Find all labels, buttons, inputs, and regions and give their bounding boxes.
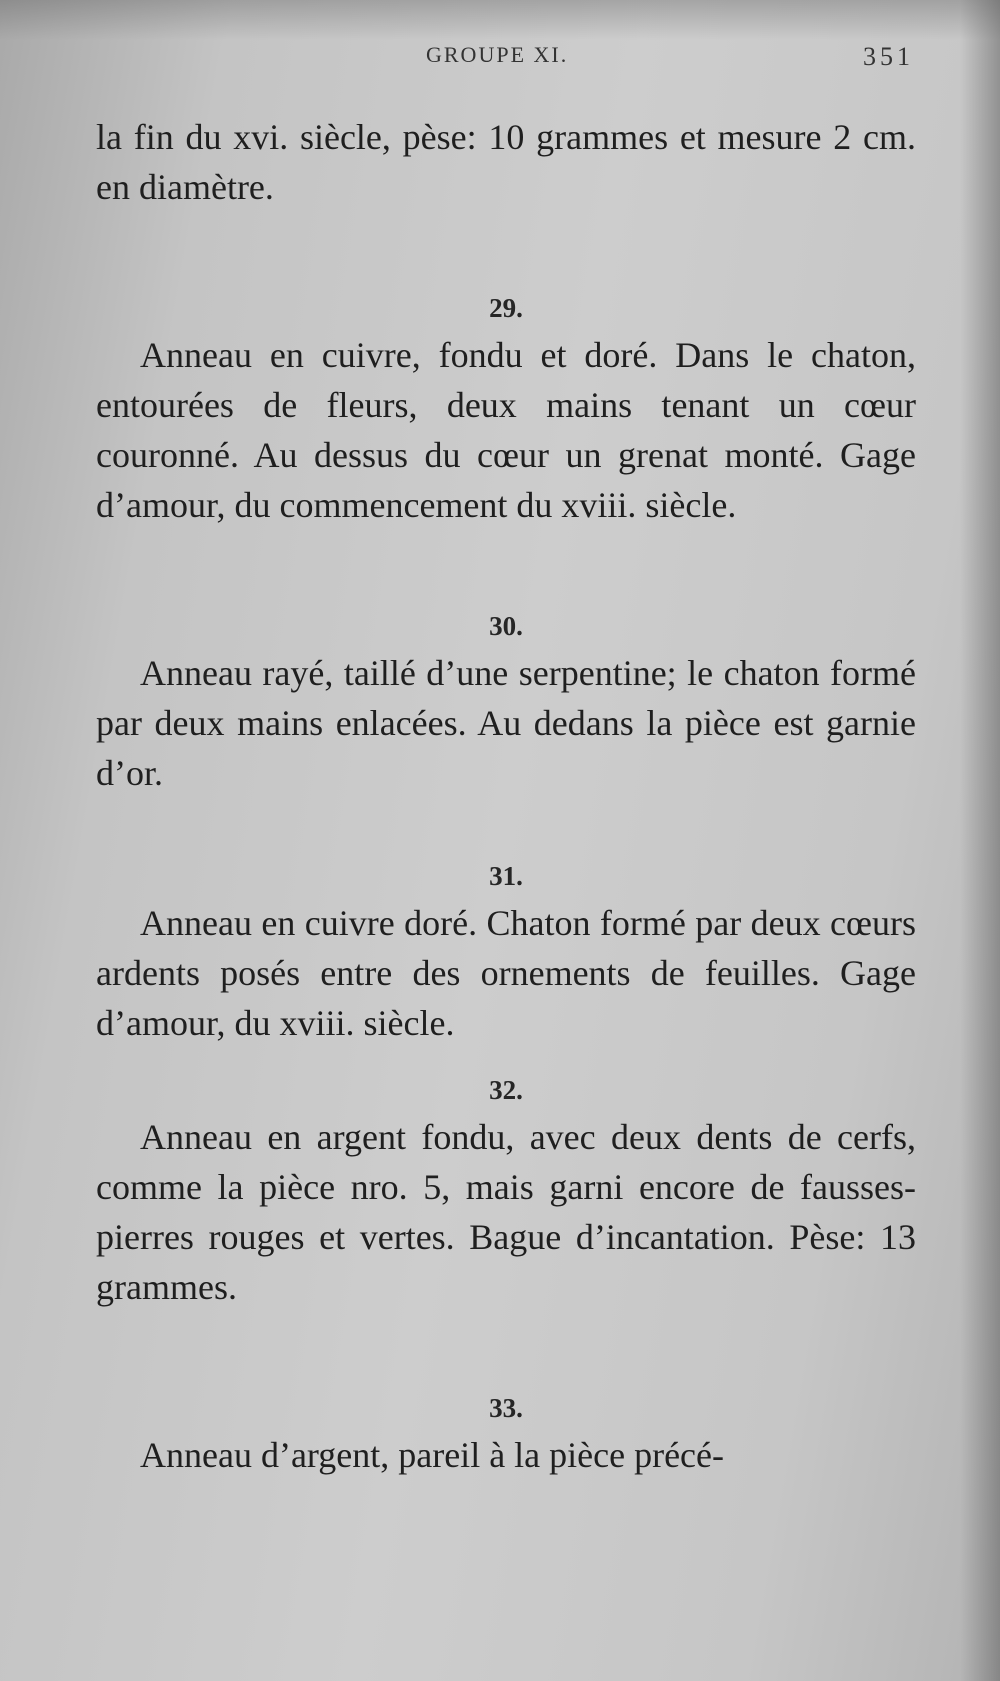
running-title: GROUPE XI. <box>426 42 569 67</box>
entry-text-31: Anneau en cuivre doré. Chaton formé par deux cœurs ardents posés entre des ornements de feuilles. Gage d’amour, du xviii. siècle. <box>96 903 916 1043</box>
entry-number-29: 29. <box>489 293 523 323</box>
entry-number-32: 32. <box>489 1075 523 1105</box>
entry-number-31: 31. <box>489 861 523 891</box>
entry-text-29: Anneau en cuivre, fondu et doré. Dans le chaton, entourées de fleurs, deux mains tenant un cœur couronné. Au dessus du cœur un grenat monté. Gage d’amour, du commencement du xviii. siècle. <box>96 335 916 525</box>
page-shadow-right <box>960 0 1000 1681</box>
entry-text-30: Anneau rayé, taillé d’une serpentine; le chaton formé par deux mains enlacées. Au dedans la pièce est garnie d’or. <box>96 653 916 793</box>
entry-number-33: 33. <box>489 1393 523 1423</box>
entry-text-33: Anneau d’argent, pareil à la pièce précé- <box>140 1435 724 1475</box>
continuation-paragraph: la fin du xvi. siècle, pèse: 10 grammes et mesure 2 cm. en diamètre. <box>96 117 916 207</box>
entry-text-32: Anneau en argent fondu, avec deux dents de cerfs, comme la pièce nro. 5, mais garni encore de fausses-pierres rouges et vertes. Bague d’incantation. Pèse: 13 grammes. <box>96 1117 916 1307</box>
entry-number-30: 30. <box>489 611 523 641</box>
page-number: 351 <box>863 42 914 71</box>
page-body <box>96 112 916 1480</box>
page-shadow-top <box>0 0 1000 40</box>
page-header <box>96 38 914 78</box>
